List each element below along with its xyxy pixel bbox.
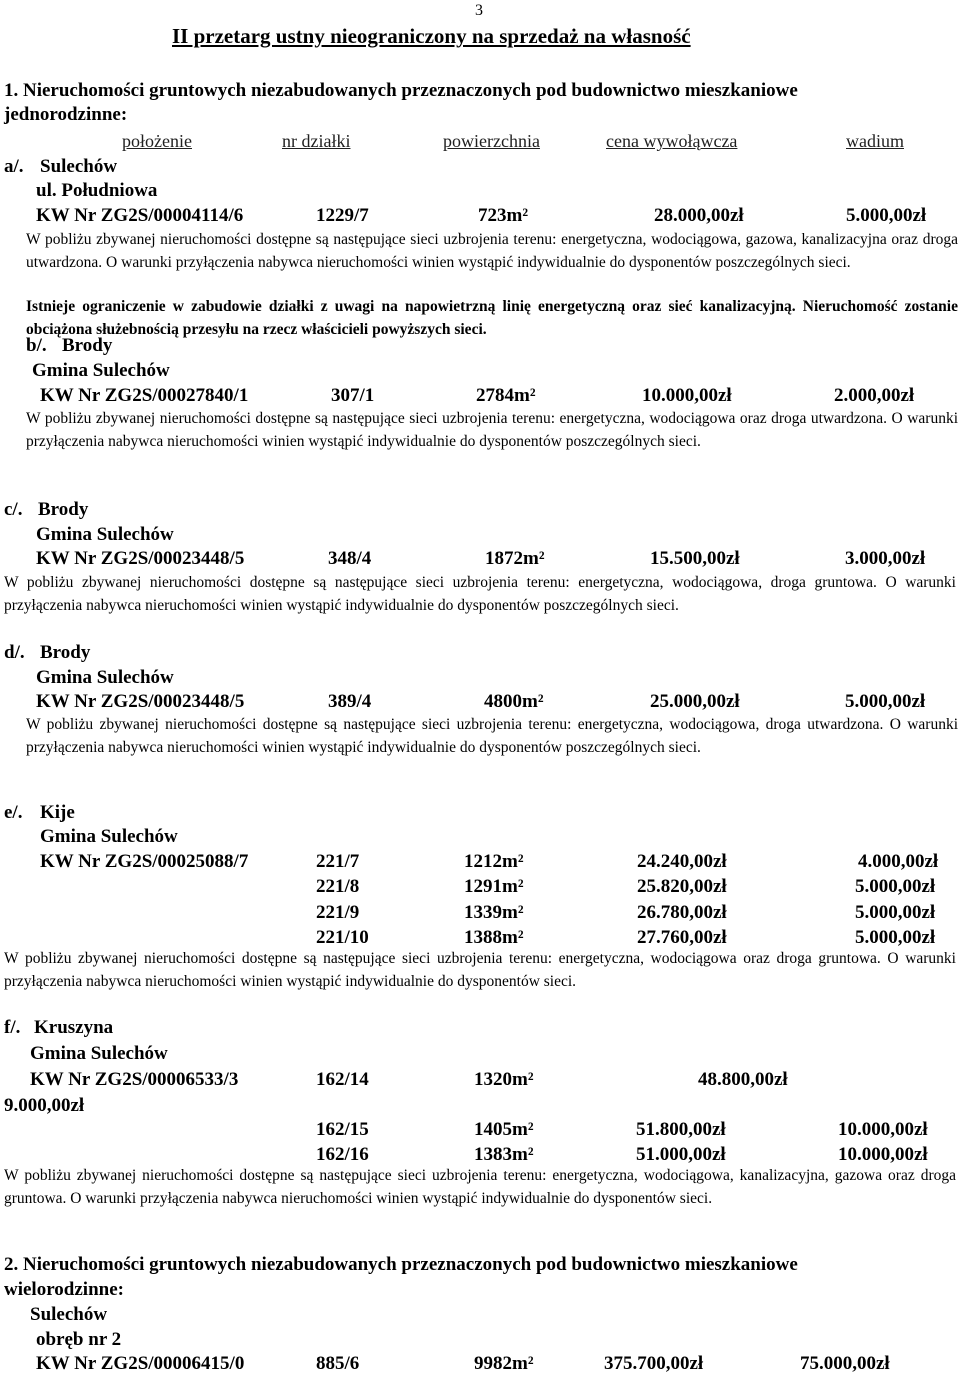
item-e-price: 27.760,00zł [637, 927, 727, 948]
item-e-place: Kije [40, 802, 75, 823]
item-d-area: 4800m² [484, 691, 544, 712]
item-a-label: a/. [4, 156, 24, 177]
item-b-gmina: Gmina Sulechów [32, 360, 170, 381]
item-a-price: 28.000,00zł [654, 205, 744, 226]
column-header-location: położenie [122, 131, 192, 151]
item-d-plot: 389/4 [328, 691, 372, 712]
item-f-label: f/. [4, 1017, 21, 1038]
item-f-place: Kruszyna [34, 1017, 114, 1038]
item-b-area: 2784m² [476, 385, 536, 406]
item-f-plot: 162/16 [316, 1144, 369, 1165]
item-e-deposit: 5.000,00zł [855, 876, 936, 897]
item-e-plot: 221/8 [316, 876, 360, 897]
item-d-gmina: Gmina Sulechów [36, 667, 174, 688]
section2-plot: 885/6 [316, 1353, 360, 1374]
item-a-place: Sulechów [40, 156, 118, 177]
column-header-price: cena wywołąwcza [606, 131, 738, 151]
item-c-description: W pobliżu zbywanej nieruchomości dostępne są następujące sieci uzbrojenia terenu: energetyczna, wodociągowa, droga gruntowa. O warunki przyłączenia nabywca nieruchomości winien wystąpić indywidualnie do dysponentów poszczególnych sieci. [4, 574, 956, 614]
item-e-plot: 221/7 [316, 851, 360, 872]
section1-heading-cont: jednorodzinne: [4, 104, 128, 125]
item-e-gmina: Gmina Sulechów [40, 826, 178, 847]
item-e-price: 26.780,00zł [637, 902, 727, 923]
section2-price: 375.700,00zł [604, 1353, 704, 1374]
item-e-deposit: 5.000,00zł [855, 927, 936, 948]
item-c-label: c/. [4, 499, 23, 520]
item-e-area: 1339m² [464, 902, 524, 923]
item-d-deposit: 5.000,00zł [845, 691, 926, 712]
item-f-description: W pobliżu zbywanej nieruchomości dostępne są następujące sieci uzbrojenia terenu: energetyczna, wodociągowa, kanalizacyjna, gazowa oraz droga gruntowa. O warunki przyłączenia nabywca nieruchomości winien wystąpić indywidualnie do dysponentów sieci. [4, 1167, 956, 1207]
item-f-deposit: 10.000,00zł [838, 1144, 928, 1165]
item-a-area: 723m² [478, 205, 529, 226]
item-f-kw: KW Nr ZG2S/00006533/3 [30, 1069, 239, 1090]
section2-place: Sulechów [30, 1304, 108, 1325]
item-f-area: 1320m² [474, 1069, 534, 1090]
item-e-area: 1388m² [464, 927, 524, 948]
page-title: II przetarg ustny nieograniczony na sprzedaż na własność [172, 24, 691, 48]
item-e-area: 1291m² [464, 876, 524, 897]
item-d-price: 25.000,00zł [650, 691, 740, 712]
item-c-area: 1872m² [485, 548, 545, 569]
item-e-plot: 221/10 [316, 927, 369, 948]
item-a-street: ul. Południowa [36, 180, 158, 201]
item-b-deposit: 2.000,00zł [834, 385, 915, 406]
section2-kw: KW Nr ZG2S/00006415/0 [36, 1353, 245, 1374]
item-b-kw: KW Nr ZG2S/00027840/1 [40, 385, 249, 406]
item-e-deposit: 4.000,00zł [858, 851, 939, 872]
item-f-plot: 162/15 [316, 1119, 369, 1140]
item-f-deposit: 10.000,00zł [838, 1119, 928, 1140]
item-c-kw: KW Nr ZG2S/00023448/5 [36, 548, 245, 569]
section2-heading: 2. Nieruchomości gruntowych niezabudowanych przeznaczonych pod budownictwo mieszkaniowe [4, 1254, 798, 1275]
item-c-price: 15.500,00zł [650, 548, 740, 569]
item-f-deposit: 9.000,00zł [4, 1095, 85, 1116]
item-f-gmina: Gmina Sulechów [30, 1043, 168, 1064]
item-e-price: 24.240,00zł [637, 851, 727, 872]
item-f-plot: 162/14 [316, 1069, 369, 1090]
column-header-deposit: wadium [846, 131, 904, 151]
item-b-plot: 307/1 [331, 385, 375, 406]
item-b-price: 10.000,00zł [642, 385, 732, 406]
column-header-plot: nr działki [282, 131, 351, 151]
item-e-label: e/. [4, 802, 23, 823]
item-a-description: W pobliżu zbywanej nieruchomości dostępne są następujące sieci uzbrojenia terenu: energetyczna, wodociągowa, gazowa, kanalizacyjna oraz droga utwardzona. O warunki przyłączenia nabywca nieruchomości winien wystąpić indywidualnie do dysponentów poszczególnych sieci. [26, 231, 958, 271]
column-header-area: powierzchnia [443, 131, 540, 151]
item-e-kw: KW Nr ZG2S/00025088/7 [40, 851, 249, 872]
item-c-place: Brody [38, 499, 89, 520]
item-c-plot: 348/4 [328, 548, 372, 569]
item-f-price: 48.800,00zł [698, 1069, 788, 1090]
item-c-gmina: Gmina Sulechów [36, 524, 174, 545]
section2-deposit: 75.000,00zł [800, 1353, 890, 1374]
item-d-label: d/. [4, 642, 25, 663]
item-e-area: 1212m² [464, 851, 524, 872]
item-e-plot: 221/9 [316, 902, 360, 923]
item-b-place: Brody [62, 335, 113, 356]
item-a-plot: 1229/7 [316, 205, 369, 226]
item-a-kw: KW Nr ZG2S/00004114/6 [36, 205, 244, 226]
item-f-price: 51.000,00zł [636, 1144, 726, 1165]
item-f-price: 51.800,00zł [636, 1119, 726, 1140]
item-e-description: W pobliżu zbywanej nieruchomości dostępne są następujące sieci uzbrojenia terenu: energetyczna, wodociągowa oraz droga gruntowa. O warunki przyłączenia nabywca nieruchomości winien wystąpić indywidualnie do dysponentów sieci. [4, 950, 956, 990]
item-b-label: b/. [26, 335, 47, 356]
item-b-description: W pobliżu zbywanej nieruchomości dostępne są następujące sieci uzbrojenia terenu: energetyczna, wodociągowa oraz droga utwardzona. O warunki przyłączenia nabywca nieruchomości winien wystąpić indywidualnie do dysponentów poszczególnych sieci. [26, 410, 958, 450]
section2-heading-cont: wielorodzinne: [4, 1279, 124, 1300]
section1-heading: 1. Nieruchomości gruntowych niezabudowanych przeznaczonych pod budownictwo mieszkaniowe [4, 80, 798, 101]
item-a-restriction: Istnieje ograniczenie w zabudowie działki z uwagi na napowietrzną linię energetyczną oraz sieć kanalizacyjną. Nieruchomość zostanie obciążona służebnością przesyłu na rzecz właścicieli powyższych sieci. [26, 298, 958, 338]
item-e-deposit: 5.000,00zł [855, 902, 936, 923]
section2-obreb: obręb nr 2 [36, 1329, 122, 1350]
item-e-price: 25.820,00zł [637, 876, 727, 897]
section2-area: 9982m² [474, 1353, 534, 1374]
item-a-deposit: 5.000,00zł [846, 205, 927, 226]
item-d-kw: KW Nr ZG2S/00023448/5 [36, 691, 245, 712]
item-f-area: 1405m² [474, 1119, 534, 1140]
item-f-area: 1383m² [474, 1144, 534, 1165]
page-number: 3 [475, 2, 483, 19]
item-d-place: Brody [40, 642, 91, 663]
item-d-description: W pobliżu zbywanej nieruchomości dostępne są następujące sieci uzbrojenia terenu: energetyczna, wodociągowa, droga utwardzona. O warunki przyłączenia nabywca nieruchomości winien wystąpić indywidualnie do dysponentów poszczególnych sieci. [26, 716, 958, 756]
item-c-deposit: 3.000,00zł [845, 548, 926, 569]
